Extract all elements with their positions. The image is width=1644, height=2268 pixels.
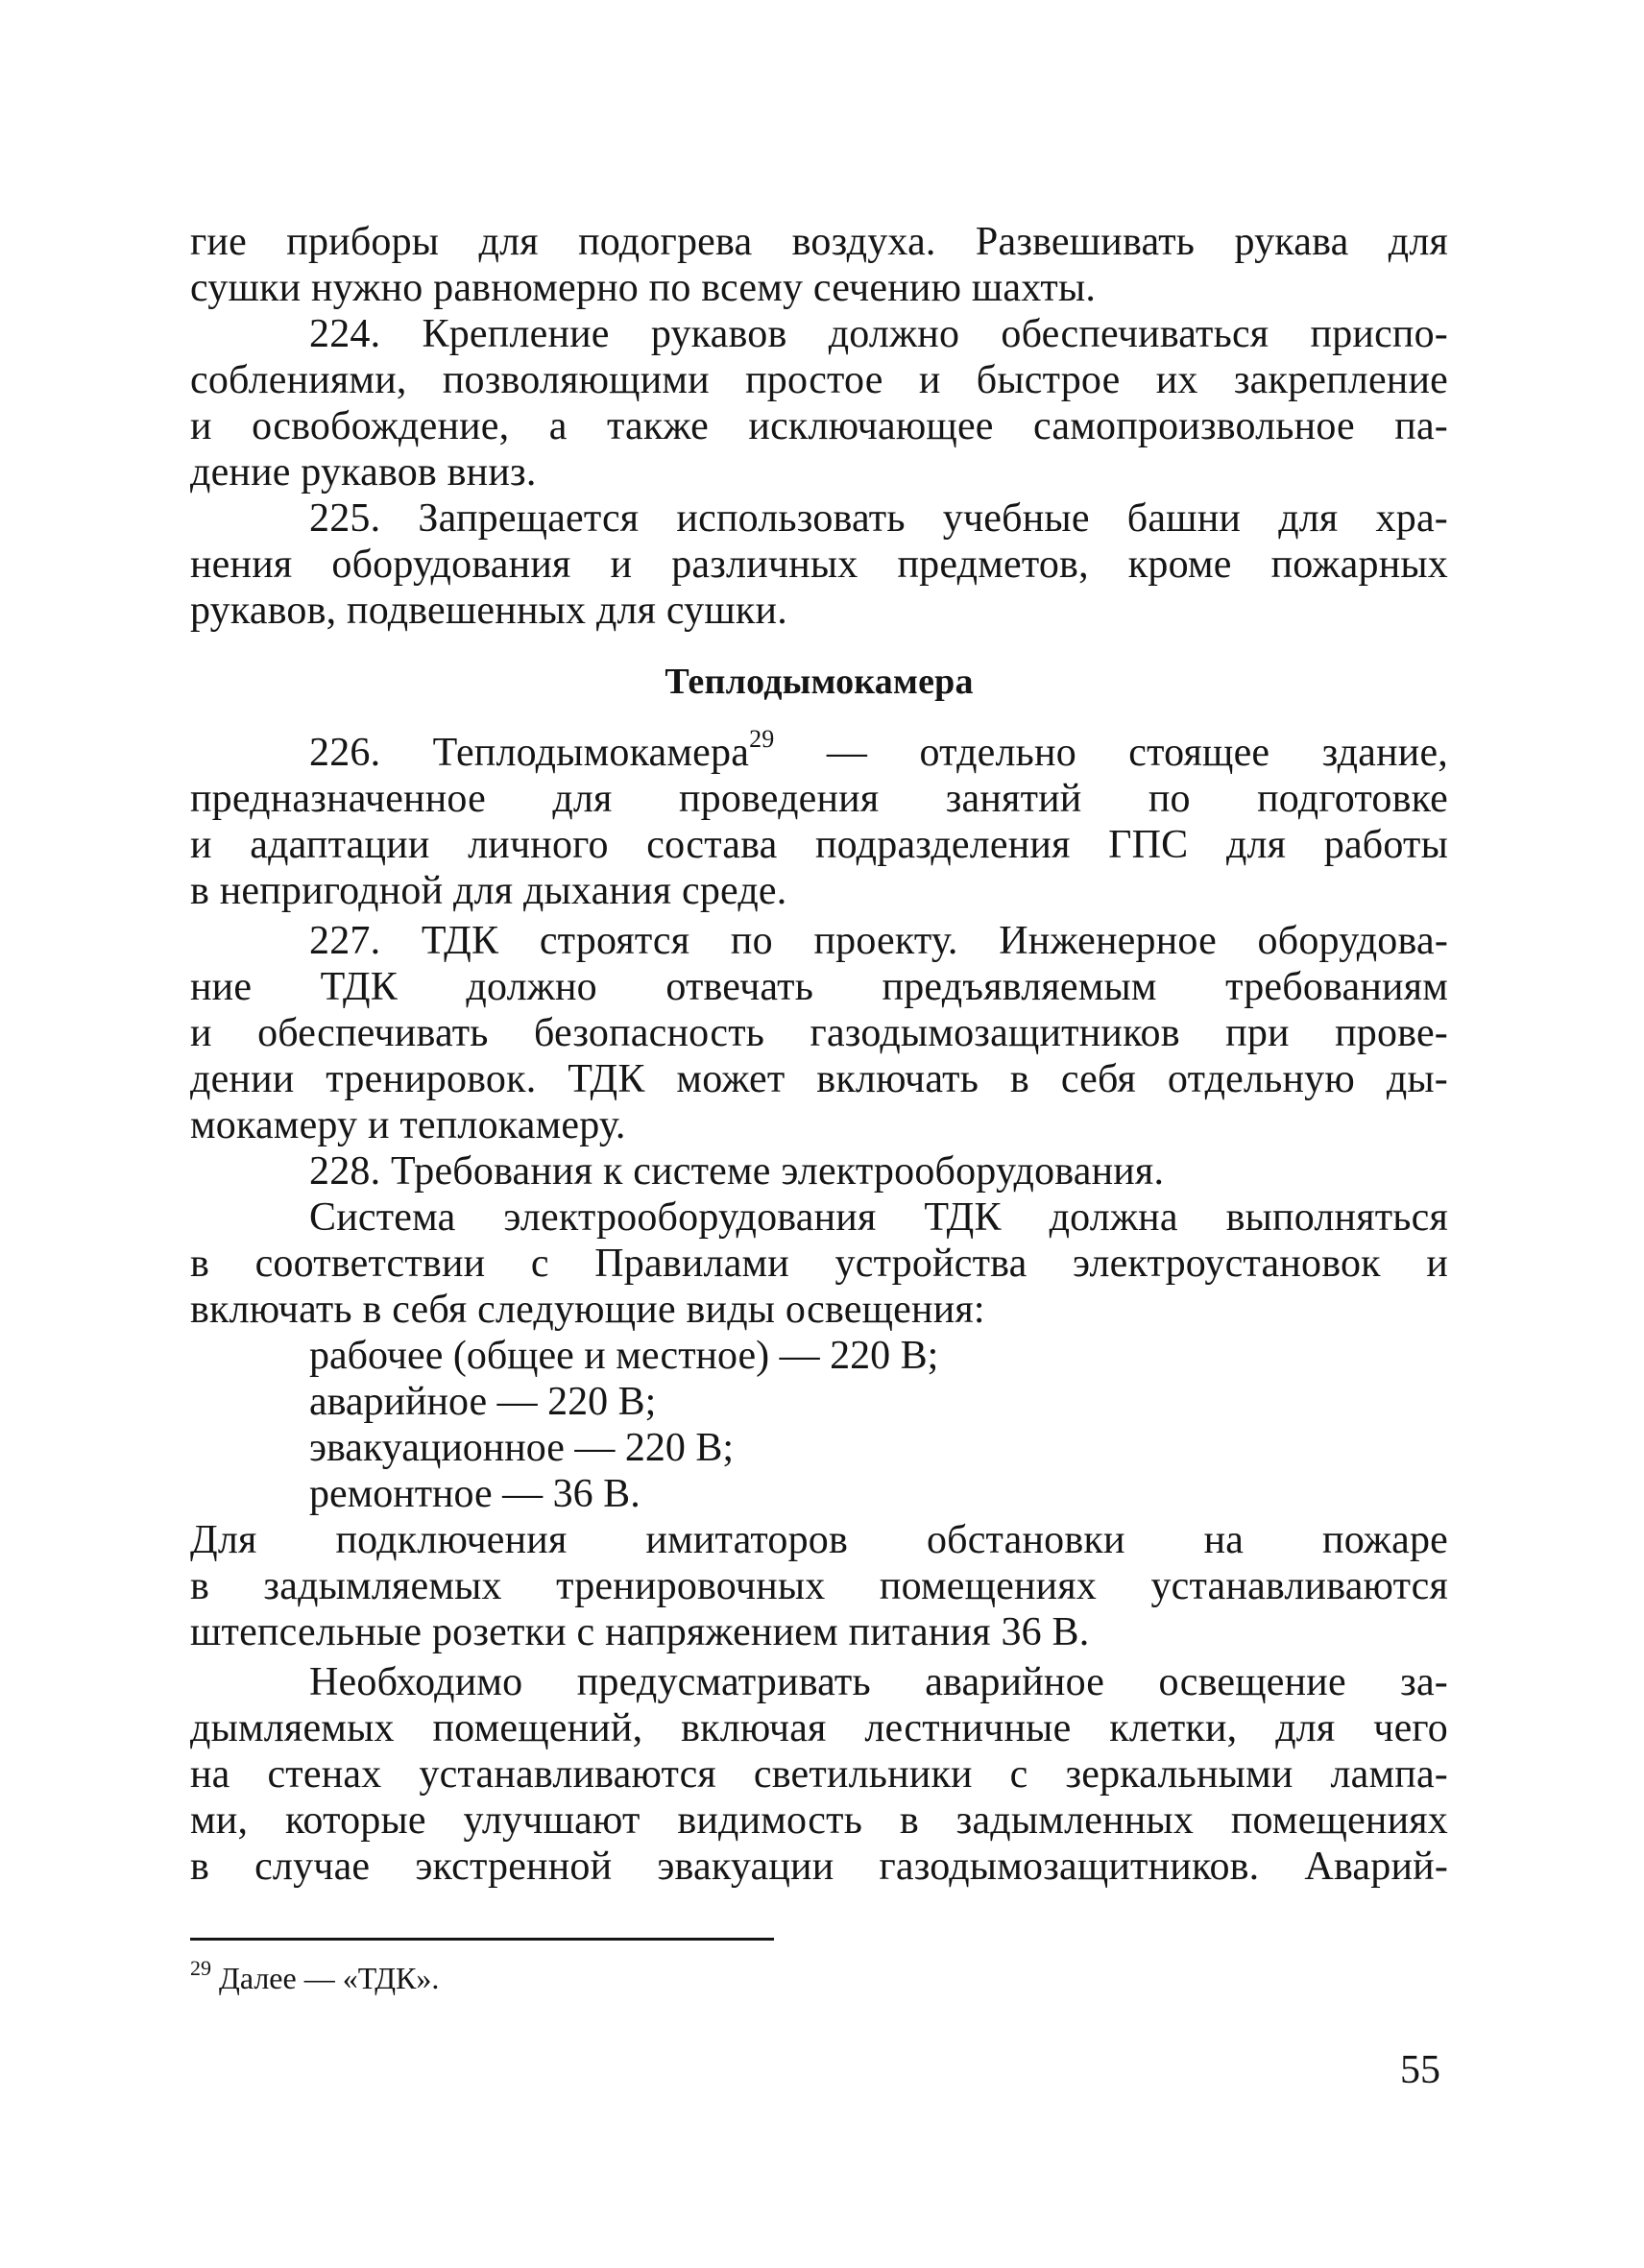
text-line: в случае экстренной эвакуации газодымозащитников. Аварий- <box>190 1845 1448 1889</box>
text-line: 227. ТДК строятся по проекту. Инженерное оборудова- <box>309 919 1448 963</box>
list-item: эвакуационное — 220 В; <box>309 1426 735 1470</box>
paragraph-emergency <box>190 1659 1448 1890</box>
text-line: и адаптации личного состава подразделения ГПС для работы <box>190 823 1448 867</box>
document-body <box>190 219 1448 1890</box>
text-line: дымляемых помещений, включая лестничные клетки, для чего <box>190 1706 1448 1750</box>
footnote <box>190 1956 440 1997</box>
text-line: в задымляемых тренировочных помещениях устанавливаются <box>190 1564 1448 1608</box>
text-line: мокамеру и теплокамеру. <box>190 1103 626 1147</box>
paragraph-intro <box>190 219 1448 311</box>
text-line: Для подключения имитаторов обстановки на пожаре <box>190 1518 1448 1562</box>
text-line: ми, которые улучшают видимость в задымленных помещениях <box>190 1798 1448 1843</box>
text-line: нения оборудования и различных предметов, кроме пожарных <box>190 543 1448 587</box>
text-line: и обеспечивать безопасность газодымозащитников при прове- <box>190 1011 1448 1055</box>
text-line: 224. Крепление рукавов должно обеспечиваться приспо- <box>309 312 1448 356</box>
text-line: дении тренировок. ТДК может включать в себя отдельную ды- <box>190 1057 1448 1101</box>
list-item: рабочее (общее и местное) — 220 В; <box>309 1334 939 1378</box>
text-line: штепсельные розетки с напряжением питания 36 В. <box>190 1610 1090 1654</box>
footnote-reference: 29 <box>749 725 775 753</box>
text-segment: — отдельно стоящее здание, <box>774 731 1448 775</box>
lighting-list <box>190 1333 1448 1517</box>
text-line: предназначенное для проведения занятий по подготовке <box>190 777 1448 821</box>
text-line <box>190 725 1448 776</box>
text-line: Необходимо предусматривать аварийное освещение за- <box>309 1660 1448 1704</box>
section-heading: Теплодымокамера <box>665 662 974 702</box>
text-line: и освобождение, а также исключающее самопроизвольное па- <box>190 404 1448 448</box>
paragraph-sockets <box>190 1517 1448 1655</box>
footnote-number: 29 <box>190 1956 211 1981</box>
text-line: включать в себя следующие виды освещения: <box>190 1288 985 1332</box>
text-line: 228. Требования к системе электрооборудования. <box>309 1149 1165 1194</box>
text-line: гие приборы для подогрева воздуха. Развешивать рукава для <box>190 220 1448 264</box>
text-line: соблениями, позволяющими простое и быстрое их закрепление <box>190 358 1448 402</box>
list-item: ремонтное — 36 В. <box>309 1472 641 1516</box>
paragraph-228 <box>190 1148 1448 1194</box>
paragraph-226 <box>190 725 1448 914</box>
list-item: аварийное — 220 В; <box>309 1380 657 1424</box>
text-line: рукавов, подвешенных для сушки. <box>190 589 787 633</box>
text-segment: 226. Теплодымокамера <box>309 731 750 775</box>
footnote-divider <box>190 1938 774 1941</box>
text-line: в соответствии с Правилами устройства электроустановок и <box>190 1242 1448 1286</box>
paragraph-225 <box>190 495 1448 634</box>
text-line: Система электрооборудования ТДК должна выполняться <box>309 1195 1448 1240</box>
text-line: сушки нужно равномерно по всему сечению шахты. <box>190 266 1097 310</box>
text-line: на стенах устанавливаются светильники с зеркальными лампа- <box>190 1752 1448 1797</box>
text-line: в непригодной для дыхания среде. <box>190 869 787 913</box>
text-line: ние ТДК должно отвечать предъявляемым требованиям <box>190 965 1448 1009</box>
paragraph-224 <box>190 311 1448 495</box>
page-number: 55 <box>1400 2048 1440 2092</box>
paragraph-system <box>190 1194 1448 1333</box>
paragraph-227 <box>190 918 1448 1148</box>
footnote-text: Далее — «ТДК». <box>211 1961 440 1995</box>
text-line: дение рукавов вниз. <box>190 450 537 495</box>
text-line: 225. Запрещается использовать учебные башни для хра- <box>309 496 1448 541</box>
